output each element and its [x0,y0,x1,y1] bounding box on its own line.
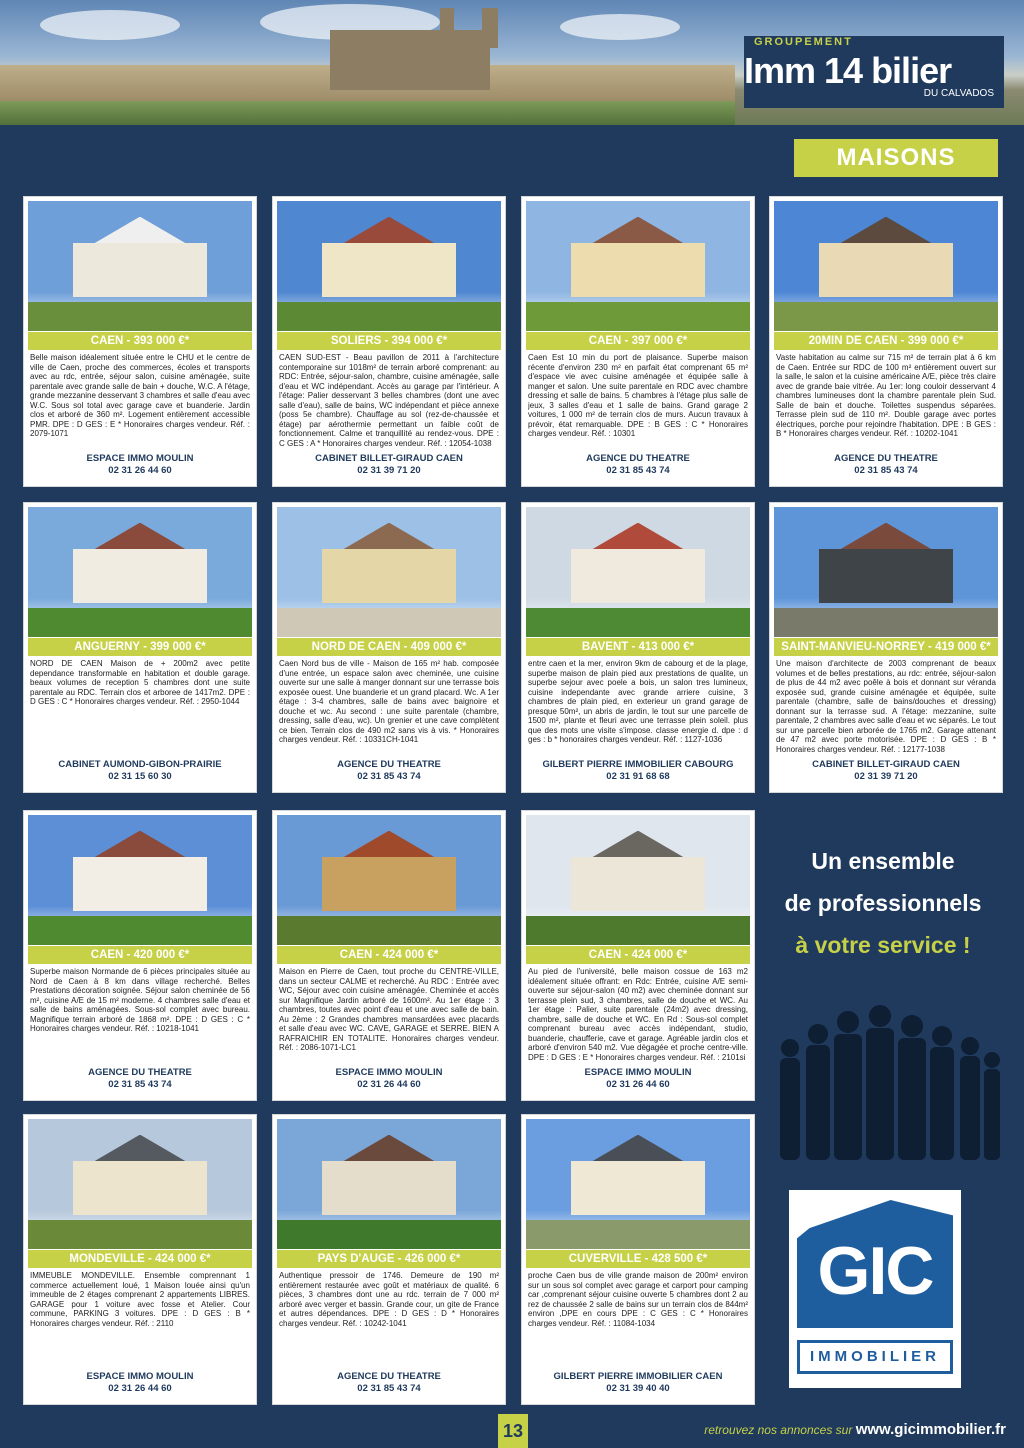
logo-name-text: Imm 14 bilier [744,50,952,91]
listing-agency: CABINET BILLET-GIRAUD CAEN [812,759,960,770]
listing-card[interactable] [272,502,506,793]
property-photo [774,201,998,331]
listing-description: Authentique pressoir de 1746. Demeure de 190 m² entièrement restaurée avec goût et matériaux de qualité. 6 pièces, 3 chambres dont une au rdc. terrain de 7 000 m² arboré avec verger et bassin. Grande cour, un gite de France et autres dépendances. DPE : D GES : D * Honoraires charges vendeur. Réf. : 10242-1041 [279,1271,499,1328]
listing-description: Maison en Pierre de Caen, tout proche du CENTRE-VILLE, dans un secteur CALME et recherché. Au RDC : Entrée avec WC, Séjour avec coin cuisine aménagée. Cheminée et accès sur Magnifique Jardin arboré de 1600m². Au 1er étage : 3 chambres, toutes avec point d'eau et une avec salle de bain. Au 2ème : 2 Grandes chambres mansardées avec placards et salle d'eau avec WC. CAVE, GARAGE et SERRE. BIEN A RAFRAICHIR EN TOTALITE. Honoraires charges vendeur. Réf. : 2086-1071-LC1 [279,967,499,1052]
listing-phone[interactable]: 02 31 85 43 74 [606,465,670,476]
listing-card[interactable] [521,502,755,793]
listing-card[interactable] [272,810,506,1101]
photo-grass [28,1220,252,1249]
listing-card[interactable] [521,810,755,1101]
photo-grass [28,916,252,945]
listing-phone[interactable]: 02 31 26 44 60 [108,1383,172,1394]
listing-phone[interactable]: 02 31 91 68 68 [606,771,670,782]
photo-house [819,549,953,604]
groupement-logo [744,36,1004,108]
photo-house [322,549,456,604]
listing-description: IMMEUBLE MONDEVILLE. Ensemble comprennant 1 commerce actuellement loué, 1 Maison louée ainsi qu'un immeuble de 2 étages comprenant 2 appartements LIBRES. GARAGE pour 1 voiture avec fosse et Atelier. Cour commune, PARKING 3 voitures. DPE : D GES : B * Honoraires charges vendeur. Réf. : 2110 [30,1271,250,1328]
listing-title: SOLIERS - 394 000 €* [277,332,501,350]
listing-card[interactable] [769,502,1003,793]
listing-description: Une maison d'architecte de 2003 comprenant de beaux volumes et de belles prestations, au rdc: entrée, séjour-salon de plus de 44 m2 avec poêle à bois et donnant sur véranda exposée sud, grande cuisine aménagée et équipée, suite parentale (chambre, salle de bains/douches et dressing) donnant sur la terrasse sud. A l'étage: mezzanine, suite parentale, 2 chambres avec salle d'eau et wc séparés. Le tout sur une parcelle bien arborée de 1765 m2. Garage attenant de 47 m2 avec porte motorisée. DPE : D GES : B * Honoraires charges vendeur. Réf. : 12177-1038 [776,659,996,754]
photo-house [571,857,705,912]
abbey-building [330,30,490,90]
gic-logo [789,1190,961,1388]
slogan-line-2: de professionnels [784,890,982,916]
listing-phone[interactable]: 02 31 39 71 20 [357,465,421,476]
photo-house [73,1161,207,1216]
listing-phone[interactable]: 02 31 85 43 74 [357,771,421,782]
listing-description: Au pied de l'université, belle maison cossue de 163 m2 idéalement située offrant: en Rdc: Entrée, cuisine A/E semi-ouverte sur séjour-salon (40 m2) avec cheminée donnant sur terrasse plein sud, 3 chambres, salle de douche et WC. Au 1er étage : Palier, suite parentale (24m2) avec dressing, chambre, salle de douche et WC. En Rd : Sous-sol complet comprenant bureau avec accès indépendant, studio, buanderie, chaufferie, cave et garage. Agréable jardin clos et arboré d'environ 540 m2. Vue dégagée et proche centre-ville. DPE : D GES : E * Honoraires charges vendeur. Réf. : 2101si [528,967,748,1062]
slogan-line-3: à votre service ! [795,932,971,958]
business-people-silhouette [770,1000,1000,1160]
photo-grass [277,1220,501,1249]
listing-agency: GILBERT PIERRE IMMOBILIER CAEN [553,1371,723,1382]
photo-grass [774,608,998,637]
property-photo [526,1119,750,1249]
listing-agency: GILBERT PIERRE IMMOBILIER CABOURG [542,759,734,770]
listing-description: Caen Nord bus de ville - Maison de 165 m² hab. composée d'une entrée, un espace salon avec cheminée, une cuisine ouverte sur une salle à manger donnant sur une terrasse bois exposée ouest. Une buanderie et un grand placard. Wc. A 1er étage : 3-4 chambres, salle de bains avec baignoire et douche et wc. Au second : une suite parentale (chambre, dressing, salle d'eau, wc). Un grenier et une cave complètent ce bien. Terrain clos de 490 m2 sans vis à vis. * Honoraires charges vendeur. Réf. : 10331CH-1041 [279,659,499,744]
photo-house [571,1161,705,1216]
logo-region-text: DU CALVADOS [923,88,994,99]
photo-grass [277,916,501,945]
listing-agency: AGENCE DU THEATRE [337,1371,441,1382]
gic-logo-word: IMMOBILIER [797,1340,953,1374]
footer-prefix: retrouvez nos annonces sur [704,1423,853,1437]
listing-title: BAVENT - 413 000 €* [526,638,750,656]
photo-house [73,549,207,604]
listing-agency: CABINET BILLET-GIRAUD CAEN [315,453,463,464]
photo-house [73,857,207,912]
page-number: 13 [498,1414,528,1448]
photo-grass [28,302,252,331]
listing-card[interactable] [521,196,755,487]
listing-card[interactable] [23,1114,257,1405]
cloud-decoration [40,10,180,40]
listing-title: MONDEVILLE - 424 000 €* [28,1250,252,1268]
listing-agency: AGENCE DU THEATRE [337,759,441,770]
property-photo [28,815,252,945]
listing-phone[interactable]: 02 31 85 43 74 [854,465,918,476]
listing-title: CAEN - 397 000 €* [526,332,750,350]
listing-title: NORD DE CAEN - 409 000 €* [277,638,501,656]
listing-agency: CABINET AUMOND-GIBON-PRAIRIE [58,759,222,770]
listing-card[interactable] [521,1114,755,1405]
listing-card[interactable] [272,196,506,487]
listing-title: SAINT-MANVIEU-NORREY - 419 000 €* [774,638,998,656]
listing-title: CAEN - 424 000 €* [526,946,750,964]
logo-groupement-text: GROUPEMENT [754,36,853,48]
abbey-tower [440,8,454,48]
listing-card[interactable] [272,1114,506,1405]
listing-phone[interactable]: 02 31 39 71 20 [854,771,918,782]
property-photo [277,1119,501,1249]
photo-grass [526,608,750,637]
slogan-line-1: Un ensemble [811,848,955,874]
listing-phone[interactable]: 02 31 85 43 74 [357,1383,421,1394]
listing-agency: ESPACE IMMO MOULIN [584,1067,692,1078]
photo-grass [28,608,252,637]
listing-card[interactable] [769,196,1003,487]
listing-phone[interactable]: 02 31 39 40 40 [606,1383,670,1394]
property-photo [28,1119,252,1249]
listing-description: Belle maison idéalement située entre le CHU et le centre de ville de Caen, proche des commerces, écoles et transports avec au rdc, entrée, séjour salon, cuisine aménagée, suite parentale avec grande salle de bain + douche, W.C. A l'étage, grande mezzanine desservant 3 chambres et salle d'eau avec W.C. Sous sol total avec garage cave et buanderie. Jardin clos et arboré de 360 m². Logement entièrement accessible PMR. DPE : D GES : E * Honoraires charges vendeur. Réf. : 2079-1071 [30,353,250,438]
listing-phone[interactable]: 02 31 26 44 60 [606,1079,670,1090]
listing-title: ANGUERNY - 399 000 €* [28,638,252,656]
footer-url-link[interactable]: www.gicimmobilier.fr [855,1421,1006,1438]
listing-title: PAYS D'AUGE - 426 000 €* [277,1250,501,1268]
header-banner [0,0,1024,125]
photo-grass [526,302,750,331]
listing-title: CAEN - 420 000 €* [28,946,252,964]
footer [704,1421,1006,1438]
property-photo [277,201,501,331]
property-photo [28,507,252,637]
listing-card[interactable] [23,810,257,1101]
photo-house [571,243,705,298]
lawn [0,101,735,125]
photo-house [819,243,953,298]
listing-phone[interactable]: 02 31 85 43 74 [108,1079,172,1090]
photo-grass [526,916,750,945]
section-title: MAISONS [794,139,998,177]
listing-agency: ESPACE IMMO MOULIN [86,1371,194,1382]
gic-logo-letters: GIC [817,1233,933,1309]
photo-house [322,1161,456,1216]
listing-description: CAEN SUD-EST - Beau pavillon de 2011 à l'architecture contemporaine sur 1018m² de terrain arboré comprenant: au RDC: Entrée, séjour-salon, chambre, cuisine aménagée, salle d'eau et WC indépendant. Accès au garage par l'intérieur. A l'étage: Palier desservant 3 belles chambres (dont une avec salle d'eau), salle de bains, WC indépendant et pièce annexe (poss 5e chambre). Chauffage au sol (rez-de-chaussée et étage) par aérothermie permettant un faible coût de fonctionnement. Calme et tranquillité au rendez-vous. DPE : C GES : A * Honoraires charges vendeur. Réf. : 12054-1038 [279,353,499,448]
listing-phone[interactable]: 02 31 26 44 60 [108,465,172,476]
listing-description: Superbe maison Normande de 6 pièces principales située au Nord de Caen à 8 km dans village recherché. Belles Prestations décoration soignée. Séjour salon cheminée de 56 m², cuisine A/E de 15 m² moderne. 4 chambres salle d'eau et salle de bains aménagées. Sous-sol complet avec bureau. Magnifique terrain arboré de 1868 m². DPE : D GES : C * Honoraires charges vendeur. Réf. : 10218-1041 [30,967,250,1033]
property-photo [526,507,750,637]
property-photo [526,815,750,945]
property-photo [774,507,998,637]
listing-card[interactable] [23,196,257,487]
abbey-tower [482,8,498,48]
property-photo [277,815,501,945]
photo-grass [774,302,998,331]
listing-phone[interactable]: 02 31 26 44 60 [357,1079,421,1090]
listing-description: proche Caen bus de ville grande maison de 200m² environ sur un sous sol complet avec garage et carport pour camping car ,comprenant séjour cuisine ouverte 5 chambres dont 2 au rez de chaussée 2 salle de bains sur un terrain clos de 844m² environ ,DPE en cours DPE : C GES : C * Honoraires charges vendeur. Réf. : 11084-1034 [528,1271,748,1328]
photo-grass [277,302,501,331]
property-photo [277,507,501,637]
listing-description: Caen Est 10 min du port de plaisance. Superbe maison récente d'environ 230 m² en parfait état comprenant 65 m² d'espace vie avec cuisine aménagée et équipée salle à manger et salon. Une suite parentale en RDC avec chambre dressing et salle de bains. 5 chambres à l'étage plus salle de jeux, 3 salles d'eau et 1 salle de bains. Grand garage 2 voitures, 1 000 m² de terrain clos de murs. Aucun travaux à prévoir, état remarquable. DPE : B GES : C * Honoraires charges vendeur. Réf. : 10301 [528,353,748,438]
photo-house [322,857,456,912]
listing-title: CAEN - 393 000 €* [28,332,252,350]
property-photo [526,201,750,331]
photo-house [322,243,456,298]
listing-description: entre caen et la mer, environ 9km de cabourg et de la plage, superbe maison de plain pied aux prestations de qualite, un superbe sejour avec poele a bois, un salon tres lumineux, cuisine independante avec grande arriere cuisine, 3 chambres de plain pied, en exterieur un grand garage de presque 50m², un abris de jardin, le tout sur une parcelle de 1500 m², plante et fleuri avec une terrasse plein soleil. plus que des mots une visite s'impose. classe energie d. dpe : d ges : b * honoraires charges vendeur. Réf. : 1127-1036 [528,659,748,744]
listing-title: CUVERVILLE - 428 500 €* [526,1250,750,1268]
listing-phone[interactable]: 02 31 15 60 30 [108,771,172,782]
listing-description: Vaste habitation au calme sur 715 m² de terrain plat à 6 km de Caen. Entrée sur RDC de 100 m² entièrement ouvert sur la salle, le salon et la cuisine américaine A/E, pièce très claire avec de grande baie vitrée. Au 1er: long couloir desservant 4 chambres lumineuses dont la chambre parentale plein Sud. Salle de bain et douche. Toilettes suspendus séparées. Terrasse plein sud de 110 m². Double garage avec portes électriques, porche pour rejoindre l'habitation. DPE : B GES : B * Honoraires charges vendeur. Réf. : 10202-1041 [776,353,996,438]
listing-agency: AGENCE DU THEATRE [834,453,938,464]
listing-title: CAEN - 424 000 €* [277,946,501,964]
listing-agency: ESPACE IMMO MOULIN [335,1067,443,1078]
listing-card[interactable] [23,502,257,793]
property-photo [28,201,252,331]
listing-agency: ESPACE IMMO MOULIN [86,453,194,464]
photo-grass [526,1220,750,1249]
listing-agency: AGENCE DU THEATRE [586,453,690,464]
listing-title: 20MIN DE CAEN - 399 000 €* [774,332,998,350]
photo-house [73,243,207,298]
listing-agency: AGENCE DU THEATRE [88,1067,192,1078]
listing-description: NORD DE CAEN Maison de + 200m2 avec petite dependance transformable en habitation et double garage. beaux volumes de reception 5 chambres dont une suite parentale au RDC. Terrain clos et arboree de 1417m2. DPE : D GES : C * Honoraires charges vendeur. Réf. : 2950-1044 [30,659,250,706]
photo-house [571,549,705,604]
cloud-decoration [560,14,680,40]
slogan [768,840,998,966]
photo-grass [277,608,501,637]
